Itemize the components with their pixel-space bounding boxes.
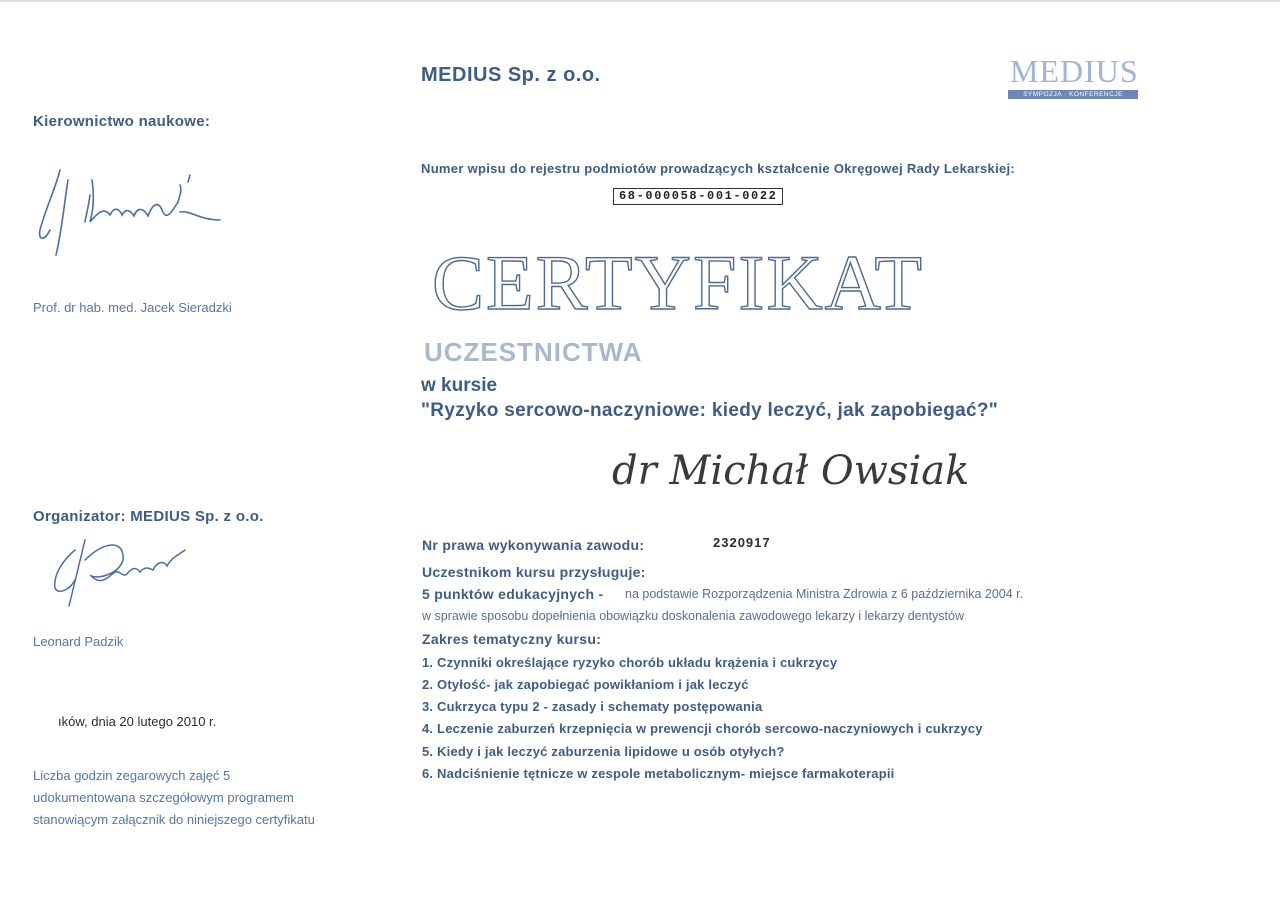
in-course-label: w kursie (421, 375, 498, 396)
scan-edge (0, 0, 1280, 2)
topic-item: 4. Leczenie zaburzeń krzepnięcia w prewencji chorób sercowo-naczyniowych i cukrzycy (422, 721, 983, 736)
license-label: Nr prawa wykonywania zawodu: (422, 537, 645, 553)
participant-name: dr Michał Owsiak (612, 448, 970, 494)
date-line: ıków, dnia 20 lutego 2010 r. (58, 714, 217, 729)
scientific-person: Prof. dr hab. med. Jacek Sieradzki (33, 300, 232, 315)
regulation-line-1: na podstawie Rozporządzenia Ministra Zdrowia z 6 października 2004 r. (625, 587, 1024, 601)
topic-item: 2. Otyłość- jak zapobiegać powikłaniom i jak leczyć (422, 677, 749, 692)
hours-line-1: Liczba godzin zegarowych zajęć 5 (33, 768, 231, 783)
points-label: 5 punktów edukacyjnych - (422, 586, 604, 602)
course-name: "Ryzyko sercowo-naczyniowe: kiedy leczyć, jak zapobiegać?" (421, 400, 999, 421)
topic-item: 3. Cukrzyca typu 2 - zasady i schematy postępowania (422, 699, 763, 714)
topic-item: 1. Czynniki określające ryzyko chorób układu krążenia i cukrzycy (422, 655, 838, 670)
scope-label: Zakres tematyczny kursu: (422, 631, 602, 647)
organizer-signature (45, 530, 205, 610)
regulation-line-2: w sprawie sposobu dopełnienia obowiązku doskonalenia zawodowego lekarzy i lekarzy dentystów (422, 609, 964, 623)
organizer-heading: Organizator: MEDIUS Sp. z o.o. (33, 508, 264, 525)
entitled-label: Uczestnikom kursu przysługuje: (422, 564, 646, 580)
medius-logo (1008, 50, 1140, 102)
certificate-title: CERTYFIKAT (432, 239, 924, 326)
register-label: Numer wpisu do rejestru podmiotów prowadzących kształcenie Okręgowej Rady Lekarskiej: (421, 161, 1016, 176)
logo-text: MEDIUS (1010, 53, 1139, 89)
certificate-subtitle: UCZESTNICTWA (424, 337, 643, 367)
company-name: MEDIUS Sp. z o.o. (421, 64, 601, 86)
hours-line-2: udokumentowana szczegółowym programem (33, 790, 294, 805)
topic-item: 5. Kiedy i jak leczyć zaburzenia lipidowe u osób otyłych? (422, 744, 785, 759)
organizer-person: Leonard Padzik (33, 634, 124, 649)
register-number: 68-000058-001-0022 (613, 188, 783, 205)
hours-line-3: stanowiącym załącznik do niniejszego certyfikatu (33, 812, 315, 827)
scientific-heading: Kierownictwo naukowe: (33, 113, 211, 130)
topic-item: 6. Nadciśnienie tętnicze w zespole metabolicznym- miejsce farmakoterapii (422, 766, 895, 781)
logo-tagline: SYMPOZJA · KONFERENCJE (1008, 90, 1138, 99)
scientific-signature (30, 160, 230, 260)
license-number: 2320917 (713, 535, 771, 550)
